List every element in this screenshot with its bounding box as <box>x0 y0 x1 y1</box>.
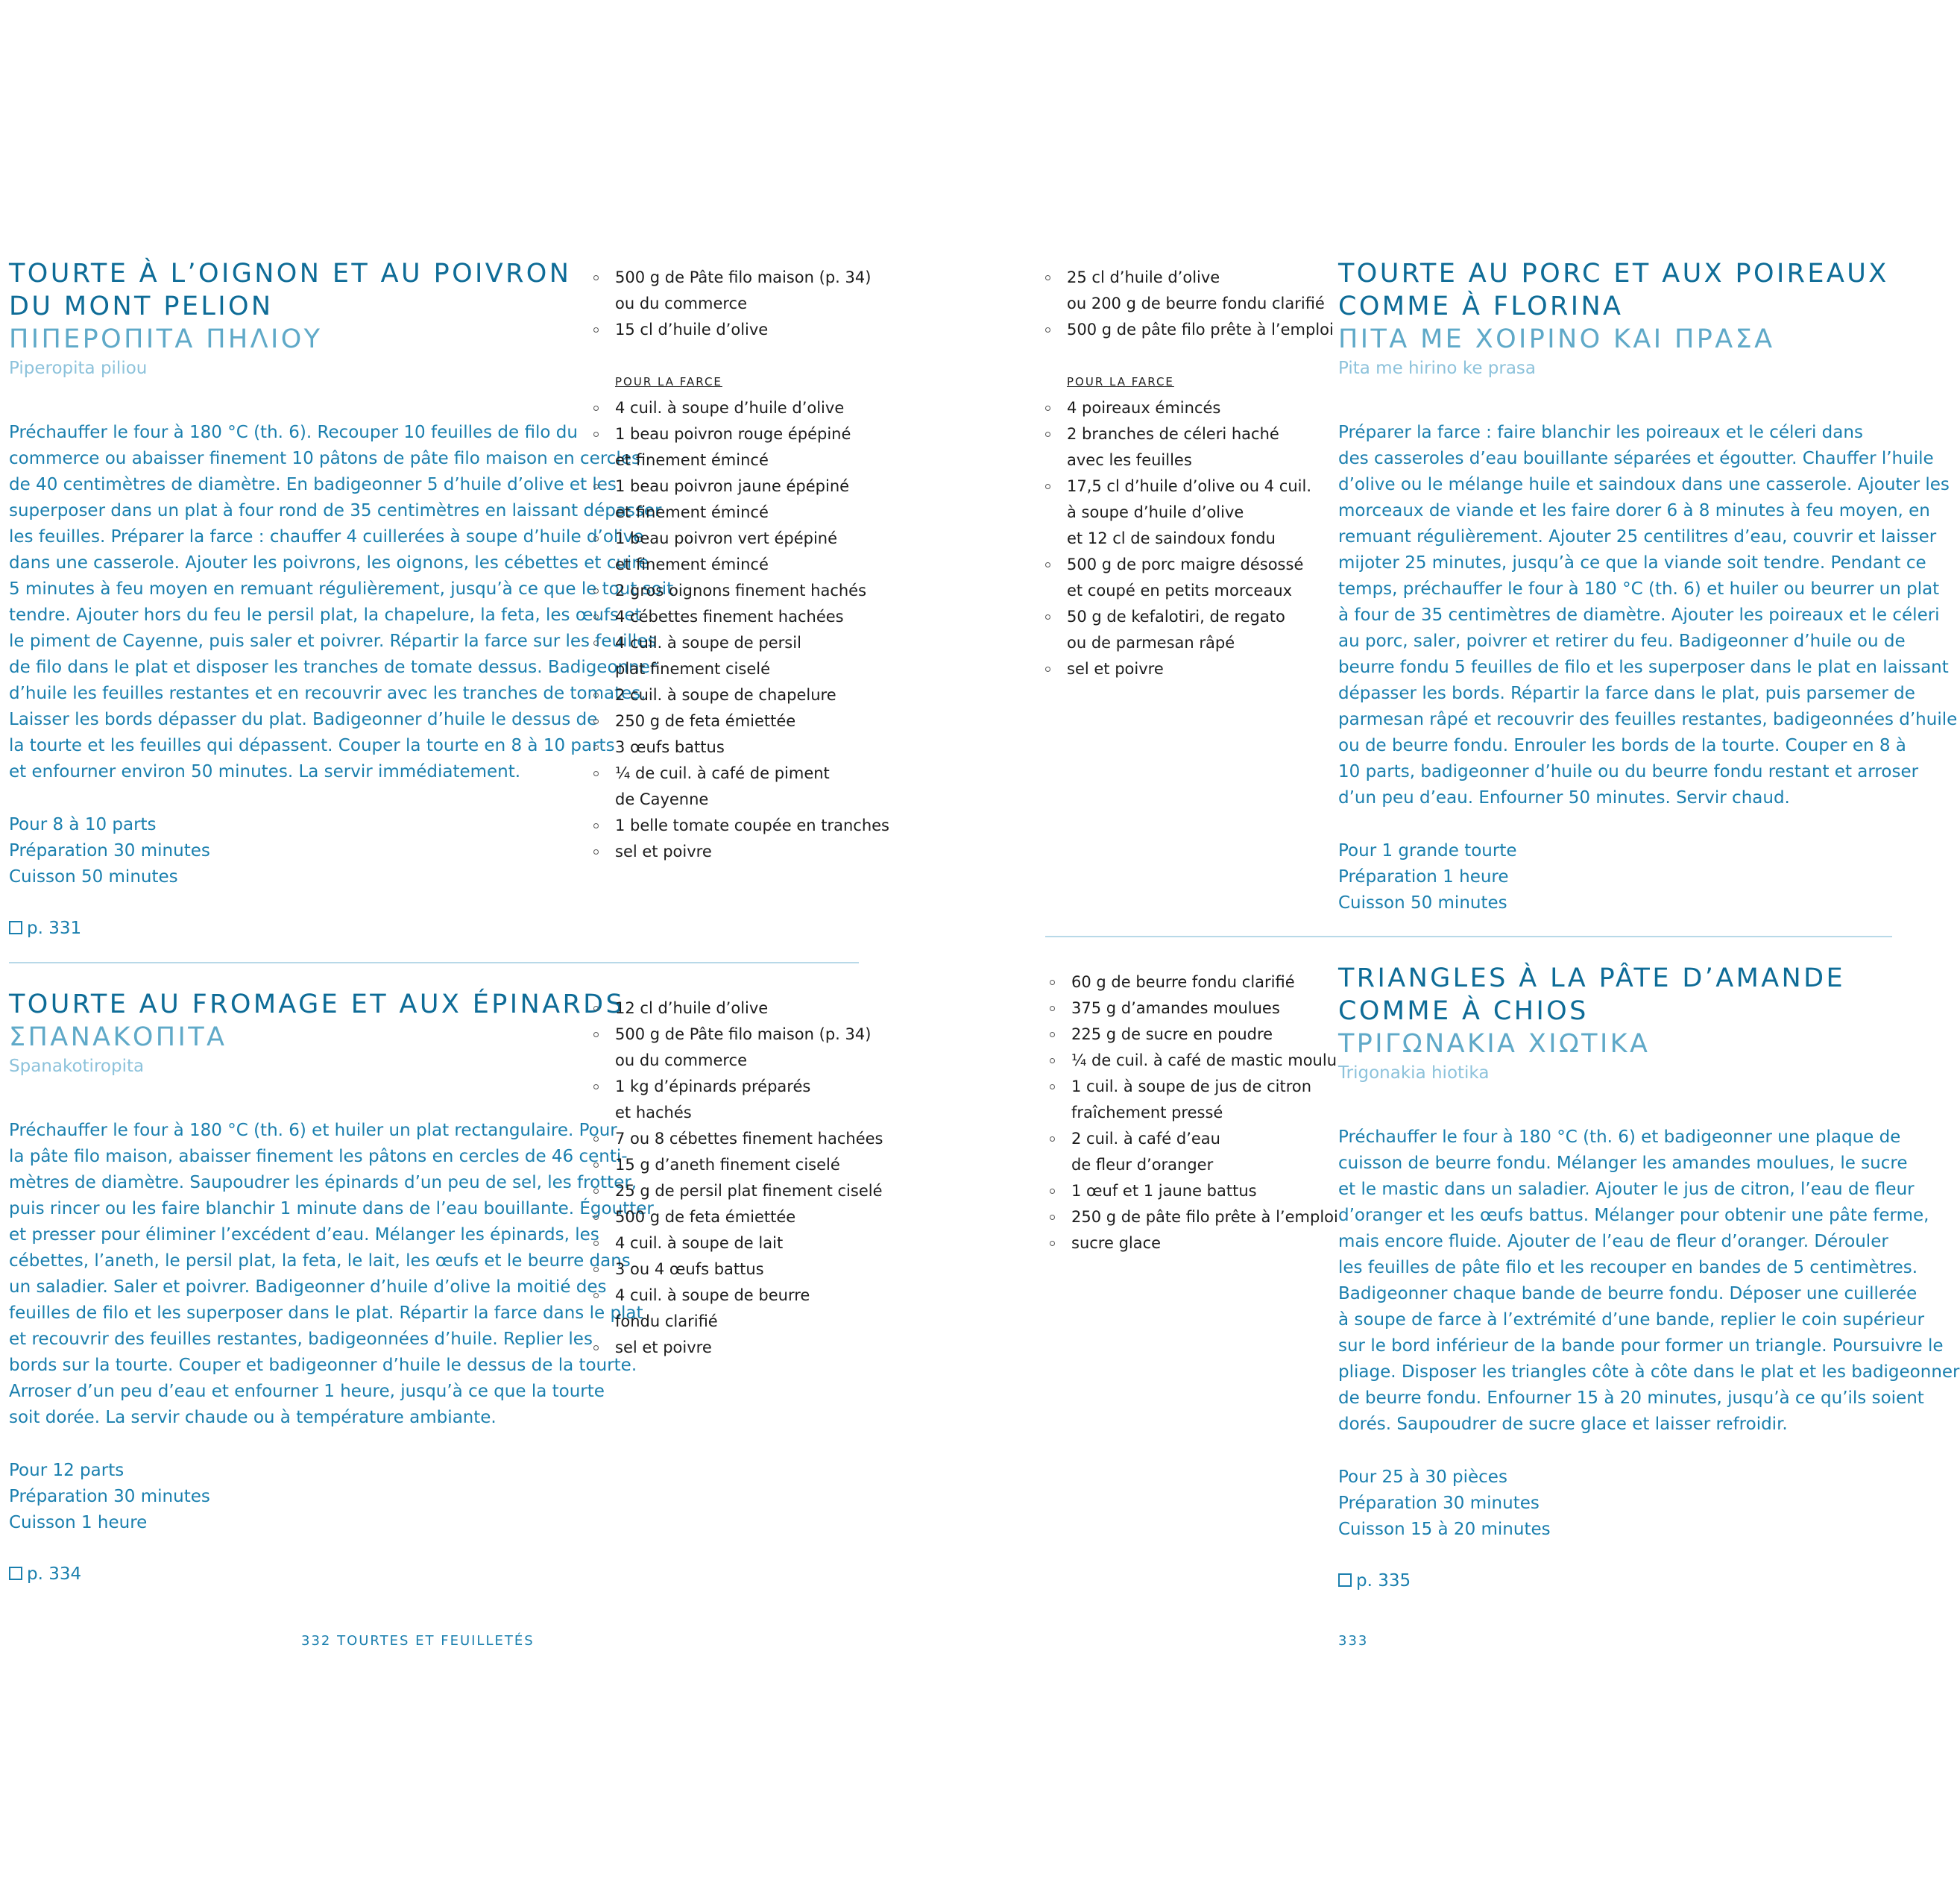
greek-title: ΠΙΠΕΡΟΠΙΤΑ ΠΗΛΙΟΥ <box>9 324 323 354</box>
ingredient-item: 4 cuil. à soupe de persil <box>593 630 889 656</box>
ingredient-item: sel et poivre <box>593 1335 883 1361</box>
ingredient-item: sel et poivre <box>1045 656 1334 682</box>
ingredients-list-pork-leek-pie <box>1045 265 1334 682</box>
ingredient-item: 250 g de feta émiettée <box>593 708 889 734</box>
ingredient-continuation: ou du commerce <box>615 1051 748 1069</box>
ingredient-continuation: et finement émincé <box>615 451 769 469</box>
ingredient-item: 17,5 cl d’huile d’olive ou 4 cuil. <box>1045 474 1334 500</box>
method-text <box>1338 420 1958 811</box>
ingredient-continuation: avec les feuilles <box>1067 451 1192 469</box>
recipe-title-line-2: COMME À CHIOS <box>1338 996 1589 1026</box>
method-line: dans une casserole. Ajouter les poivrons, les oignons, les cébettes et cuire <box>9 553 649 573</box>
ingredient-continuation: et finement émincé <box>615 556 769 573</box>
method-line: temps, préchauffer le four à 180 °C (th. 6) et huiler ou beurrer un plat <box>1338 579 1940 599</box>
recipe-title-line-1: TOURTE À L’OIGNON ET AU POIVRON <box>9 259 572 289</box>
method-line: pliage. Disposer les triangles côte à côte dans le plat et les badigeonner <box>1338 1362 1960 1382</box>
ingredient-item: 500 g de pâte filo prête à l’emploi <box>1045 317 1334 343</box>
ingredient-item: 3 ou 4 œufs battus <box>593 1256 883 1283</box>
ingredient-continuation: fondu clarifié <box>615 1312 718 1330</box>
ingredient-item: ¼ de cuil. à café de mastic moulu <box>1050 1048 1338 1074</box>
ingredient-item: 1 belle tomate coupée en tranches <box>593 813 889 839</box>
ingredient-item: 225 g de sucre en poudre <box>1050 1022 1338 1048</box>
method-line: d’huile les feuilles restantes et en recouvrir avec les tranches de tomates. <box>9 684 646 703</box>
cook-time: Cuisson 50 minutes <box>9 867 178 887</box>
ingredient-item: 2 cuil. à café d’eau <box>1050 1126 1338 1152</box>
method-line: les feuilles. Préparer la farce : chauffer 4 cuillerées à soupe d’huile d’olive <box>9 527 644 547</box>
recipe-almond-triangles <box>1338 962 1960 1594</box>
ingredient-item: 15 cl d’huile d’olive <box>593 317 889 343</box>
servings: Pour 8 à 10 parts <box>9 815 157 834</box>
transliterated-title: Piperopita piliou <box>9 359 148 378</box>
recipe-title-line-1: TRIANGLES À LA PÂTE D’AMANDE <box>1338 963 1845 993</box>
transliterated-title: Spanakotiropita <box>9 1057 145 1076</box>
method-line: la pâte filo maison, abaisser finement les pâtons en cercles de 46 centi- <box>9 1147 628 1166</box>
method-line: Préparer la farce : faire blanchir les poireaux et le céleri dans <box>1338 423 1863 442</box>
greek-title: ΤΡΙΓΩΝΑΚΙΑ ΧΙΩΤΙΚΑ <box>1338 1029 1651 1059</box>
ingredient-item: 1 beau poivron jaune épépiné <box>593 474 889 500</box>
page-ref-label: p. 334 <box>27 1564 82 1584</box>
method-line: à four de 35 centimètres de diamètre. Ajouter les poireaux et le céleri <box>1338 605 1940 625</box>
method-line: la tourte et les feuilles qui dépassent. Couper la tourte en 8 à 10 parts <box>9 736 615 755</box>
yield-info <box>9 812 590 890</box>
ingredient-item: 1 beau poivron vert épépiné <box>593 526 889 552</box>
transliterated-title: Trigonakia hiotika <box>1338 1063 1490 1083</box>
method-line: 5 minutes à feu moyen en remuant régulièrement, jusqu’à ce que le tout soit <box>9 579 674 599</box>
prep-time: Préparation 30 minutes <box>9 841 210 861</box>
ingredient-item: 1 kg d’épinards préparés <box>593 1074 883 1100</box>
method-line: d’oranger et les œufs battus. Mélanger pour obtenir une pâte ferme, <box>1338 1206 1929 1225</box>
method-line: soit dorée. La servir chaude ou à température ambiante. <box>9 1408 497 1427</box>
ingredient-item: 4 cuil. à soupe de lait <box>593 1230 883 1256</box>
method-line: mais encore fluide. Ajouter de l’eau de fleur d’oranger. Dérouler <box>1338 1232 1888 1251</box>
method-line: et enfourner environ 50 minutes. La servir immédiatement. <box>9 762 521 781</box>
ingredient-item: 250 g de pâte filo prête à l’emploi <box>1050 1204 1338 1230</box>
method-line: remuant régulièrement. Ajouter 25 centilitres d’eau, couvrir et laisser <box>1338 527 1937 547</box>
photo-page-reference <box>9 916 590 942</box>
ingredient-item: 4 cébettes finement hachées <box>593 604 889 630</box>
greek-title: ΣΠΑΝΑΚΟΠΙΤΑ <box>9 1022 227 1052</box>
ingredients-main <box>593 995 883 1361</box>
method-line: au porc, saler, poivrer et retirer du feu. Badigeonner d’huile ou de <box>1338 632 1906 651</box>
ingredient-item: 25 cl d’huile d’olive <box>1045 265 1334 291</box>
prep-time: Préparation 1 heure <box>1338 867 1509 887</box>
method-line: bords sur la tourte. Couper et badigeonner d’huile le dessus de la tourte. <box>9 1356 637 1375</box>
ingredient-continuation: ou 200 g de beurre fondu clarifié <box>1067 295 1325 312</box>
method-line: dorés. Saupoudrer de sucre glace et laisser refroidir. <box>1338 1415 1788 1434</box>
greek-title: ΠΙΤΑ ΜΕ ΧΟΙΡΙΝΟ ΚΑΙ ΠΡΑΣΑ <box>1338 324 1775 354</box>
method-line: mijoter 25 minutes, jusqu’à ce que la viande soit tendre. Pendant ce <box>1338 553 1926 573</box>
ingredient-item: 1 œuf et 1 jaune battus <box>1050 1178 1338 1204</box>
method-line: 10 parts, badigeonner d’huile ou du beurre fondu restant et arroser <box>1338 762 1919 781</box>
ingredient-continuation: ou de parmesan râpé <box>1067 634 1235 652</box>
yield-info <box>1338 838 1890 916</box>
recipe-title-line-2: DU MONT PELION <box>9 292 274 321</box>
method-line: et presser pour éliminer l’excédent d’eau. Mélanger les épinards, les <box>9 1225 599 1245</box>
ingredient-item: 60 g de beurre fondu clarifié <box>1050 969 1338 995</box>
ingredient-item: 500 g de feta émiettée <box>593 1204 883 1230</box>
method-line: beurre fondu 5 feuilles de filo et les superposer dans le plat en laissant <box>1338 658 1949 677</box>
ingredient-item: 1 cuil. à soupe de jus de citron <box>1050 1074 1338 1100</box>
ingredients-main <box>593 265 889 343</box>
prep-time: Préparation 30 minutes <box>9 1487 210 1506</box>
method-line: de filo dans le plat et disposer les tranches de tomate dessus. Badigeonner <box>9 658 658 677</box>
ingredient-item: 12 cl d’huile d’olive <box>593 995 883 1022</box>
method-line: mètres de diamètre. Saupoudrer les épinards d’un peu de sel, les frotter, <box>9 1173 637 1192</box>
method-line: Préchauffer le four à 180 °C (th. 6). Recouper 10 feuilles de filo du <box>9 423 578 442</box>
cook-time: Cuisson 1 heure <box>9 1513 148 1532</box>
recipe-title-line-1: TOURTE AU PORC ET AUX POIREAUX <box>1338 259 1889 289</box>
ingredient-item: 15 g d’aneth finement ciselé <box>593 1152 883 1178</box>
page-ref-label: p. 331 <box>27 919 82 938</box>
ingredient-item: 500 g de Pâte filo maison (p. 34) <box>593 1022 883 1048</box>
method-line: feuilles de filo et les superposer dans le plat. Répartir la farce dans le plat <box>9 1303 643 1323</box>
ingredient-item: 375 g d’amandes moulues <box>1050 995 1338 1022</box>
method-line: morceaux de viande et les faire dorer 6 à 8 minutes à feu moyen, en <box>1338 501 1930 520</box>
ingredient-continuation: ou du commerce <box>615 295 748 312</box>
method-line: tendre. Ajouter hors du feu le persil plat, la chapelure, la feta, les œufs et <box>9 605 642 625</box>
method-line: parmesan râpé et recouvrir des feuilles restantes, badigeonnées d’huile <box>1338 710 1958 729</box>
method-line: et recouvrir des feuilles restantes, badigeonnées d’huile. Replier les <box>9 1330 593 1349</box>
method-line: cébettes, l’aneth, le persil plat, la feta, le lait, les œufs et le beurre dans <box>9 1251 631 1271</box>
method-line: Laisser les bords dépasser du plat. Badigeonner d’huile le dessus de <box>9 710 598 729</box>
ingredient-item: 2 gros oignons finement hachés <box>593 578 889 604</box>
servings: Pour 1 grande tourte <box>1338 841 1517 861</box>
ingredient-continuation: fraîchement pressé <box>1071 1104 1223 1121</box>
ingredient-continuation: de fleur d’oranger <box>1071 1156 1214 1174</box>
ingredient-item: 4 cuil. à soupe de beurre <box>593 1283 883 1309</box>
method-line: de beurre fondu. Enfourner 15 à 20 minutes, jusqu’à ce qu’ils soient <box>1338 1388 1924 1408</box>
ingredient-continuation: et finement émincé <box>615 503 769 521</box>
ingredient-item: 7 ou 8 cébettes finement hachées <box>593 1126 883 1152</box>
method-line: les feuilles de pâte filo et les recouper en bandes de 5 centimètres. <box>1338 1258 1918 1277</box>
left-page-folio: 332 TOURTES ET FEUILLETÉS <box>301 1633 535 1649</box>
cook-time: Cuisson 50 minutes <box>1338 893 1507 913</box>
method-text <box>9 1118 654 1431</box>
recipe-title-line-2: COMME À FLORINA <box>1338 292 1624 321</box>
servings: Pour 12 parts <box>9 1461 125 1480</box>
ingredient-continuation: et coupé en petits morceaux <box>1067 582 1293 600</box>
ingredient-item: 500 g de Pâte filo maison (p. 34) <box>593 265 889 291</box>
yield-info <box>1338 1465 1890 1543</box>
ingredient-item: 1 beau poivron rouge épépiné <box>593 421 889 447</box>
photo-page-reference <box>9 1561 590 1588</box>
ingredient-item: 500 g de porc maigre désossé <box>1045 552 1334 578</box>
transliterated-title: Pita me hirino ke prasa <box>1338 359 1537 378</box>
ingredients-list-onion-pepper-pie <box>593 265 889 865</box>
method-line: Arroser d’un peu d’eau et enfourner 1 heure, jusqu’à ce que la tourte <box>9 1382 605 1401</box>
ingredient-item: 25 g de persil plat finement ciselé <box>593 1178 883 1204</box>
ingredients-main <box>1050 969 1338 1256</box>
method-line: à soupe de farce à l’extrémité d’une bande, replier le coin supérieur <box>1338 1310 1925 1330</box>
farce-heading: POUR LA FARCE <box>1067 375 1174 388</box>
ingredient-continuation: à soupe d’huile d’olive <box>1067 503 1244 521</box>
recipe-title-line-1: TOURTE AU FROMAGE ET AUX ÉPINARDS <box>9 990 626 1019</box>
ingredients-farce <box>593 395 889 865</box>
page-ref-label: p. 335 <box>1356 1571 1411 1591</box>
method-line: d’un peu d’eau. Enfourner 50 minutes. Servir chaud. <box>1338 788 1790 808</box>
ingredient-item: sucre glace <box>1050 1230 1338 1256</box>
ingredient-continuation: plat finement ciselé <box>615 660 770 678</box>
method-line: cuisson de beurre fondu. Mélanger les amandes moulues, le sucre <box>1338 1154 1908 1173</box>
method-line: puis rincer ou les faire blanchir 1 minute dans de l’eau bouillante. Égoutter <box>9 1199 654 1218</box>
right-page-folio: 333 <box>1338 1633 1369 1649</box>
method-line: des casseroles d’eau bouillante séparées et égoutter. Chauffer l’huile <box>1338 449 1934 468</box>
ingredient-continuation: et 12 cl de saindoux fondu <box>1067 529 1276 547</box>
method-line: dépasser les bords. Répartir la farce dans le plat, puis parsemer de <box>1338 684 1915 703</box>
farce-heading: POUR LA FARCE <box>615 375 722 388</box>
method-line: Préchauffer le four à 180 °C (th. 6) et huiler un plat rectangulaire. Pour <box>9 1121 617 1140</box>
ingredients-list-almond-triangles <box>1050 969 1338 1256</box>
method-line: de 40 centimètres de diamètre. En badigeonner 5 d’huile d’olive et les <box>9 475 617 494</box>
method-line: sur le bord inférieur de la bande pour former un triangle. Poursuivre le <box>1338 1336 1944 1356</box>
method-line: Badigeonner chaque bande de beurre fondu. Déposer une cuillerée <box>1338 1284 1918 1303</box>
ingredients-farce <box>1045 395 1334 682</box>
photo-box-icon <box>1338 1573 1352 1587</box>
servings: Pour 25 à 30 pièces <box>1338 1467 1507 1487</box>
prep-time: Préparation 30 minutes <box>1338 1494 1540 1513</box>
method-line: commerce ou abaisser finement 10 pâtons de pâte filo maison en cercles <box>9 449 640 468</box>
ingredient-item: ¼ de cuil. à café de piment <box>593 761 889 787</box>
ingredient-item: 3 œufs battus <box>593 734 889 761</box>
method-line: d’olive ou le mélange huile et saindoux dans une casserole. Ajouter les <box>1338 475 1950 494</box>
ingredients-main <box>1045 265 1334 343</box>
ingredients-list-cheese-spinach-pie <box>593 995 883 1361</box>
ingredient-item: sel et poivre <box>593 839 889 865</box>
recipe-divider <box>9 962 859 963</box>
ingredient-item: 2 cuil. à soupe de chapelure <box>593 682 889 708</box>
ingredient-continuation: de Cayenne <box>615 790 709 808</box>
ingredient-item: 4 poireaux émincés <box>1045 395 1334 421</box>
method-line: un saladier. Saler et poivrer. Badigeonner d’huile d’olive la moitié des <box>9 1277 607 1297</box>
method-line: le piment de Cayenne, puis saler et poivrer. Répartir la farce sur les feuilles <box>9 632 657 651</box>
recipe-divider <box>1045 936 1892 937</box>
recipe-pork-leek-pie <box>1338 257 1958 916</box>
photo-page-reference <box>1338 1568 1890 1594</box>
ingredient-item: 2 branches de céleri haché <box>1045 421 1334 447</box>
photo-box-icon <box>9 1567 22 1580</box>
method-line: ou de beurre fondu. Enrouler les bords de la tourte. Couper en 8 à <box>1338 736 1906 755</box>
cook-time: Cuisson 15 à 20 minutes <box>1338 1520 1551 1539</box>
method-text <box>1338 1124 1960 1438</box>
ingredient-item: 50 g de kefalotiri, de regato <box>1045 604 1334 630</box>
method-line: Préchauffer le four à 180 °C (th. 6) et badigeonner une plaque de <box>1338 1127 1901 1147</box>
ingredient-continuation: et hachés <box>615 1104 692 1121</box>
ingredient-item: 4 cuil. à soupe d’huile d’olive <box>593 395 889 421</box>
yield-info <box>9 1458 590 1536</box>
method-line: superposer dans un plat à four rond de 35 centimètres en laissant dépasser <box>9 501 662 520</box>
method-line: et le mastic dans un saladier. Ajouter le jus de citron, l’eau de fleur <box>1338 1180 1915 1199</box>
photo-box-icon <box>9 921 22 934</box>
